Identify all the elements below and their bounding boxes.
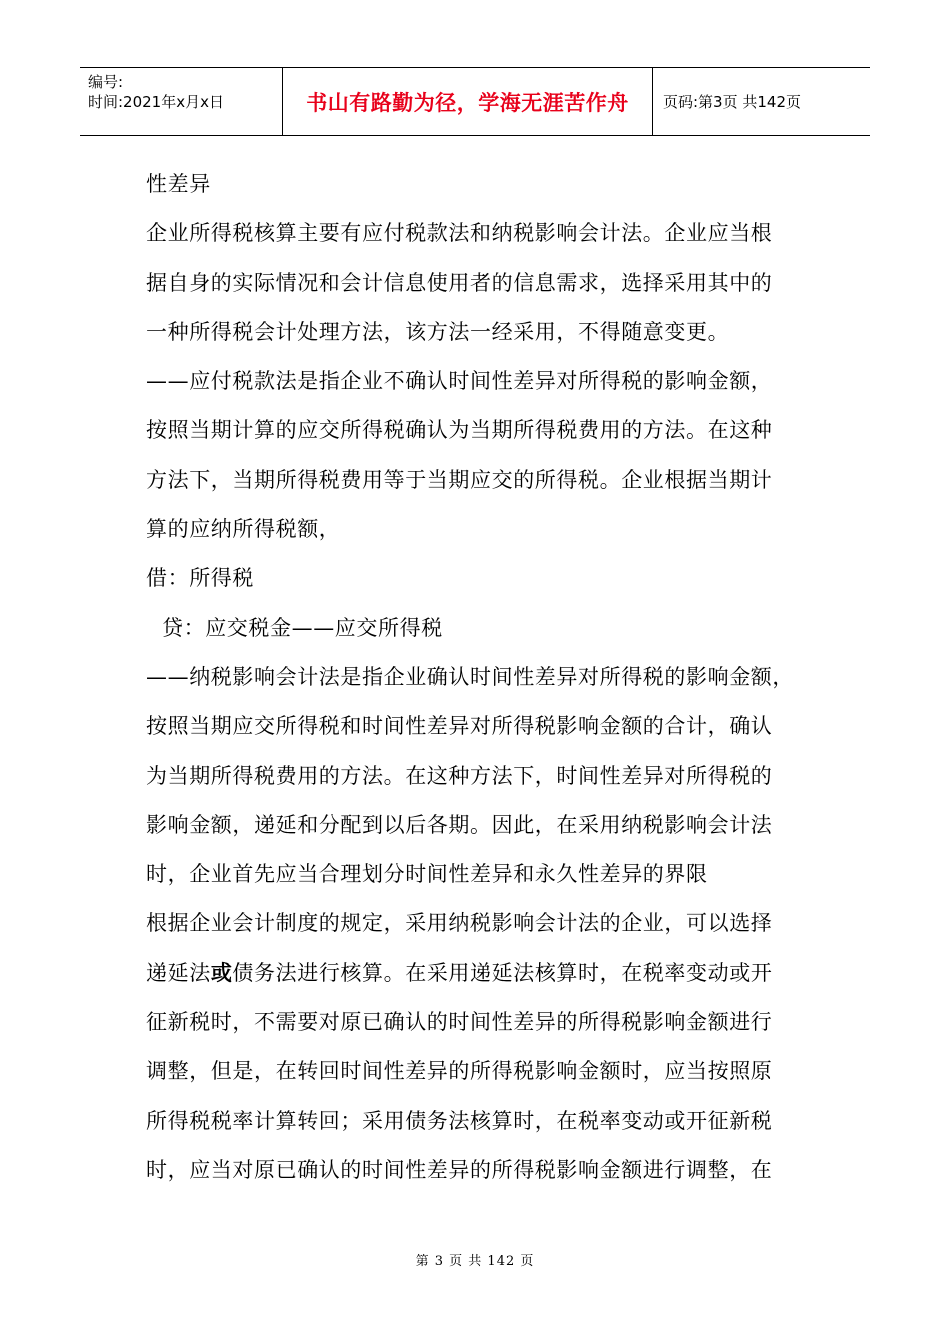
body-line: 时，企业首先应当合理划分时间性差异和永久性差异的界限 [146, 862, 708, 887]
serial-label: 编号: [88, 73, 124, 91]
body-line: 性差异 [146, 172, 211, 196]
body-line: 按照当期计算的应交所得税确认为当期所得税费用的方法。在这种 [146, 418, 773, 443]
body-line: 时，应当对原已确认的时间性差异的所得税影响金额进行调整，在 [146, 1157, 773, 1182]
header-motto: 书山有路勤为径，学海无涯苦作舟 [283, 68, 653, 135]
body-line: 按照当期应交所得税和时间性差异对所得税影响金额的合计，确认 [146, 714, 773, 739]
body-line: 企业所得税核算主要有应付税款法和纳税影响会计法。企业应当根 [146, 221, 773, 246]
body-line: 一种所得税会计处理方法，该方法一经采用，不得随意变更。 [146, 319, 730, 344]
body-line: 为当期所得税费用的方法。在这种方法下，时间性差异对所得税的 [146, 763, 773, 788]
document-body [146, 160, 826, 1195]
page-header [80, 67, 870, 136]
text-segment: 债务法进行核算。在采用递延法核算时，在税率变动或开 [232, 960, 773, 985]
header-meta [80, 68, 283, 135]
body-line: 调整，但是，在转回时间性差异的所得税影响金额时，应当按照原 [146, 1059, 773, 1084]
body-line-mixed [146, 949, 826, 998]
body-line: 据自身的实际情况和会计信息使用者的信息需求，选择采用其中的 [146, 270, 773, 295]
journal-credit-line: 贷：应交税金——应交所得税 [162, 615, 443, 640]
journal-debit-line: 借：所得税 [146, 566, 254, 591]
body-line: 所得税税率计算转回；采用债务法核算时，在税率变动或开征新税 [146, 1108, 773, 1133]
header-page-info: 页码:第3页 共142页 [663, 93, 801, 111]
body-line: 征新税时，不需要对原已确认的时间性差异的所得税影响金额进行 [146, 1010, 773, 1035]
body-line: ——应付税款法是指企业不确认时间性差异对所得税的影响金额， [146, 369, 773, 394]
body-line: 方法下，当期所得税费用等于当期应交的所得税。企业根据当期计 [146, 467, 773, 492]
body-line: 根据企业会计制度的规定，采用纳税影响会计法的企业，可以选择 [146, 911, 773, 936]
page-footer: 第 3 页 共 142 页 [415, 1254, 535, 1269]
text-segment: 递延法 [146, 960, 211, 985]
date-label: 时间:2021年x月x日 [88, 93, 224, 111]
body-line: ——纳税影响会计法是指企业确认时间性差异对所得税的影响金额， [146, 664, 794, 689]
body-line: 影响金额，递延和分配到以后各期。因此，在采用纳税影响会计法 [146, 812, 773, 837]
bold-text-segment: 或 [210, 960, 233, 985]
body-line: 算的应纳所得税额， [146, 517, 341, 542]
